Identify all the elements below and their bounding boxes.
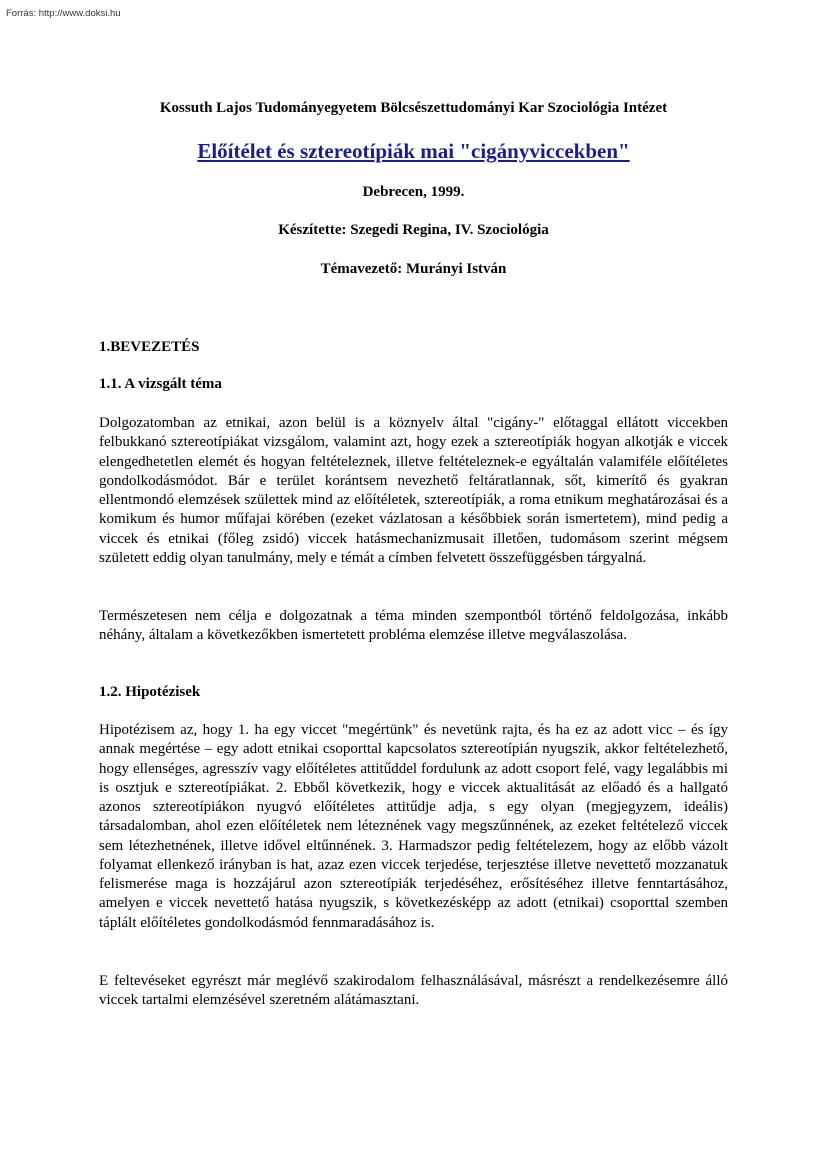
hypotheses-paragraph-1: Hipotézisem az, hogy 1. ha egy viccet "megértünk" és nevetünk rajta, és ha ez az adott vicc – és így annak megértése – egy adott etnikai csoporttal kapcsolatos sztereotípián nyugszik, akkor feltételezhető, hogy ellenséges, agresszív vagy előítéletes attitűddel fordulunk az adott csoport felé, vagy legalábbis mi is osztjuk e sztereotípiákat. 2. Ebből következik, hogy e viccek aktualitását az előadó és a hallgató azonos sztereotípiákon nyugvó előítéletes attitűdje adja, s egy olyan (megjegyzem, ideális) társadalomban, ahol ezen előítéletek nem léteznének vagy megszűnnének, az ezeket feltételező viccek sem létezhetnének, illetve idővel eltűnnének. 3. Harmadszor pedig feltételezem, hogy az előbb vázolt folyamat ellenkező irányban is hat, azaz ezen viccek terjedése, terjesztése illetve nevettető mozzanatuk felismerése maga is hozzájárul azon sztereotípiák terjedéséhez, erősítéséhez illetve fenntartásához, amelyen e viccek nevettető hatása nyugszik, s következésképp az adott (etnikai) csoporttal szemben táplált előítéletes gondolkodásmód fennmaradásához is. bbox=[99, 722, 728, 931]
institution-line: Kossuth Lajos Tudományegyetem Bölcsészettudományi Kar Szociológia Intézet bbox=[159, 100, 668, 116]
document-title: Előítélet és sztereotípiák mai "cigányviccekben" bbox=[197, 139, 630, 163]
section-heading-introduction: 1.BEVEZETÉS bbox=[99, 339, 200, 355]
section-heading-hypotheses: 1.2. Hipotézisek bbox=[99, 684, 201, 700]
section-heading-topic: 1.1. A vizsgált téma bbox=[99, 376, 222, 392]
topic-paragraph-1: Dolgozatomban az etnikai, azon belül is a köznyelv által "cigány-" előtaggal ellátott viccekben felbukkanó sztereotípiákat vizsgálom, valamint azt, hogy ezek a sztereotípiák hogyan alkotják e viccek elengedhetetlen elemét és hogyan feltételeznek, illetve feltételeznek-e egyáltalán valamiféle előítéletes gondolkodásmódot. Bár e terület korántsem nevezhető feltáratlannak, sőt, kimerítő és gyakran ellentmondó elemzések születtek mind az előítéletek, sztereotípiák, a roma etnikum meghatározásai és a komikum és humor műfajai körében (ezeket vázlatosan a későbbiek során ismertetem), mind pedig a viccek és etnikai (főleg zsidó) viccek hatásmechanizmusait illetően, tudomásom szerint mégsem született eddig olyan tanulmány, mely e témát a címben felvetett összefüggésben tárgyalná. bbox=[99, 415, 728, 566]
source-url-label: Forrás: http://www.doksi.hu bbox=[6, 8, 121, 19]
supervisor-line: Témavezető: Murányi István bbox=[320, 261, 507, 277]
hypotheses-paragraph-2: E feltevéseket egyrészt már meglévő szakirodalom felhasználásával, másrészt a rendelkezésemre álló viccek tartalmi elemzésével szeretném alátámasztani. bbox=[99, 973, 728, 1009]
author-line: Készítette: Szegedi Regina, IV. Szociológia bbox=[278, 222, 549, 238]
topic-paragraph-2: Természetesen nem célja e dolgozatnak a téma minden szempontból történő feldolgozása, inkább néhány, általam a következőkben ismertetett probléma elemzése illetve megválaszolása. bbox=[99, 608, 728, 644]
place-date: Debrecen, 1999. bbox=[362, 184, 465, 200]
